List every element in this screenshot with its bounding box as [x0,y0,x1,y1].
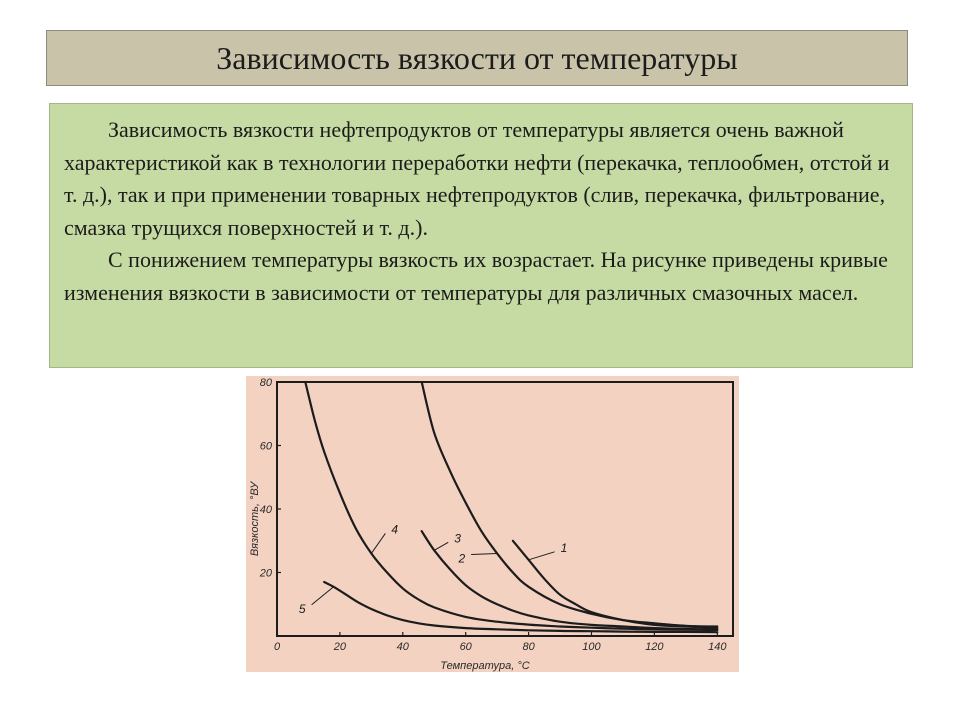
curve-2-label: 2 [458,551,466,566]
curve-1-leader [529,552,555,560]
x-tick-label: 140 [708,641,727,653]
title-banner [46,30,908,86]
curve-4-label: 4 [391,522,399,537]
paragraph-1: Зависимость вязкости нефтепродуктов от температуры является очень важной характеристикой как в технологии переработки нефти (перекачка, теплообмен, отстой и т. д.), так и при применении товарных нефтепродуктов (слив, перекачка, фильтрование, смазка трущихся поверхностей и т. д.). [64,117,890,240]
curve-1-label: 1 [560,540,568,555]
y-tick-label: 80 [259,377,272,389]
curve-5-leader [312,587,334,605]
curve-3-label: 3 [454,531,461,546]
paragraph-2: С понижением температуры вязкость их возрастает. На рисунке приведены кривые изменения вязкости в зависимости от температуры для различных смазочных масел. [64,247,888,305]
y-tick-label: 20 [259,567,272,580]
chart-ticks [259,377,728,653]
chart-series [305,382,717,632]
curve-4-leader [371,533,385,553]
x-tick-label: 40 [396,641,409,653]
x-tick-label: 100 [582,641,601,653]
curve-5-label: 5 [298,601,306,616]
y-axis-label: Вязкость, °ВУ [249,481,261,557]
chart-labels [299,522,567,615]
y-tick-label: 60 [259,440,272,453]
chart-frame [277,382,733,636]
plot-frame [277,382,733,636]
x-tick-label: 60 [459,641,472,653]
curve-3 [422,531,718,630]
x-axis-label: Температура, °С [440,660,530,672]
x-tick-label: 80 [522,641,535,653]
text-panel [49,103,913,368]
curve-1 [513,541,717,628]
viscosity-chart [246,376,739,672]
x-tick-label: 20 [333,641,347,653]
curve-3-leader [434,542,448,550]
y-tick-label: 40 [259,504,272,516]
curve-2-leader [471,553,497,554]
slide-title: Зависимость вязкости от температуры [216,39,738,76]
x-tick-label: 120 [645,641,664,653]
curve-2 [422,382,718,627]
curve-4 [305,382,717,630]
x-tick-label: 0 [273,641,281,653]
chart-svg [246,376,739,672]
